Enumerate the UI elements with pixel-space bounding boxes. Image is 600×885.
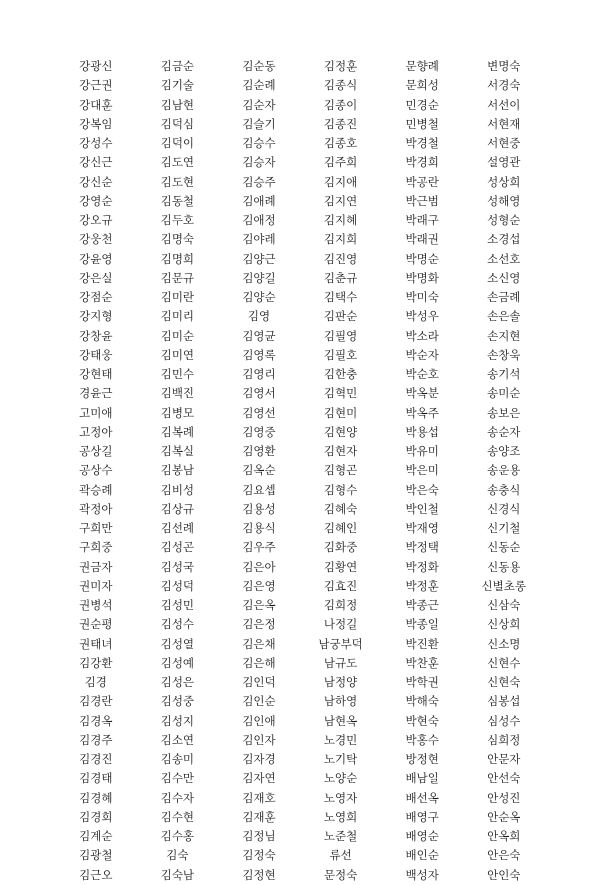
name-entry: 구희만 [79, 521, 113, 535]
name-entry: 변명숙 [487, 59, 521, 73]
name-entry: 김두호 [160, 213, 195, 227]
name-entry: 박진환 [405, 636, 439, 651]
name-entry: 김요셉 [242, 482, 276, 497]
name-entry: 김경주 [79, 732, 113, 747]
name-entry: 김정현 [242, 867, 276, 882]
name-entry: 김춘규 [323, 270, 358, 285]
name-entry: 김상규 [160, 501, 195, 516]
name-entry: 김양길 [242, 270, 276, 285]
name-entry: 신현수 [487, 655, 521, 670]
name-entry: 김강환 [79, 655, 113, 670]
name-entry: 구희중 [79, 540, 113, 555]
name-entry: 신현숙 [487, 675, 521, 689]
name-entry: 박옥주 [405, 405, 439, 420]
name-entry: 김기술 [160, 78, 195, 93]
name-entry: 손은솔 [487, 309, 521, 324]
name-entry: 김재훈 [242, 809, 276, 824]
name-entry: 김양순 [242, 290, 276, 304]
name-entry: 김미리 [160, 309, 195, 324]
name-entry: 박종근 [405, 598, 439, 612]
name-entry: 박재영 [405, 521, 439, 535]
name-entry: 김재호 [242, 790, 276, 805]
name-entry: 방정현 [405, 752, 439, 766]
name-entry: 공상수 [79, 463, 113, 478]
name-entry: 김비성 [160, 482, 195, 497]
name-entry: 성해영 [487, 193, 521, 208]
name-entry: 김백진 [160, 386, 195, 401]
name-entry: 김봉남 [160, 463, 195, 478]
name-entry: 김형수 [323, 482, 358, 497]
name-entry: 김영 [247, 309, 271, 324]
name-entry: 김옥순 [242, 463, 276, 478]
name-entry: 신경식 [487, 501, 521, 516]
name-entry: 안은숙 [487, 848, 521, 863]
name-entry: 김필호 [323, 347, 358, 362]
name-entry: 김인애 [242, 713, 276, 728]
name-entry: 강창윤 [79, 328, 113, 343]
name-entry: 노준철 [323, 829, 358, 843]
name-entry: 박현숙 [405, 713, 439, 728]
name-entry: 김성민 [160, 598, 195, 612]
name-entry: 박은숙 [405, 482, 439, 497]
name-entry: 김명숙 [160, 232, 195, 247]
name-entry: 송충식 [487, 482, 521, 497]
name-entry: 김경옥 [79, 713, 113, 728]
name-entry: 권병석 [79, 598, 113, 612]
name-entry: 김소연 [160, 732, 195, 747]
name-entry: 권금자 [79, 559, 113, 574]
name-entry: 강현태 [79, 367, 113, 381]
name-entry: 나정길 [323, 617, 358, 632]
name-entry: 신기철 [487, 521, 521, 535]
name-entry: 김정훈 [323, 59, 358, 73]
name-entry: 심봉섭 [487, 694, 521, 709]
name-entry: 강웅천 [79, 232, 113, 247]
name-entry: 노영자 [323, 790, 358, 805]
name-entry: 박정택 [405, 540, 439, 555]
name-entry: 박정화 [405, 559, 439, 574]
name-entry: 김수홍 [160, 829, 195, 843]
name-entry: 강신순 [79, 174, 113, 189]
name-entry: 백성자 [405, 867, 439, 882]
name-entry: 손창욱 [487, 347, 521, 362]
name-entry: 박순호 [405, 367, 439, 381]
name-entry: 김영균 [242, 328, 276, 343]
name-entry: 김승수 [242, 136, 276, 150]
name-list-grid [55, 57, 545, 885]
name-entry: 김금순 [160, 59, 195, 73]
name-entry: 박옥분 [405, 386, 439, 401]
name-entry: 박근범 [405, 193, 439, 208]
name-entry: 소경섭 [487, 232, 521, 247]
name-entry: 김은옥 [242, 598, 276, 612]
name-entry: 송양조 [487, 444, 521, 458]
name-entry: 배선옥 [405, 790, 439, 805]
name-entry: 김병모 [160, 405, 195, 420]
name-entry: 송순자 [487, 424, 521, 439]
name-entry: 김종진 [323, 116, 358, 131]
name-entry: 김미란 [160, 290, 195, 304]
name-entry: 김덕심 [160, 116, 195, 131]
name-entry: 설영관 [487, 155, 521, 170]
name-entry: 김명희 [160, 251, 195, 266]
name-entry: 경윤근 [79, 386, 113, 401]
name-entry: 강광신 [79, 59, 113, 73]
name-entry: 김종호 [323, 136, 358, 150]
name-entry: 강신근 [79, 155, 113, 170]
name-entry: 강영순 [79, 193, 113, 208]
name-entry: 박래구 [405, 213, 439, 227]
name-entry: 김한충 [323, 367, 358, 381]
name-entry: 민경순 [405, 97, 439, 112]
name-entry: 김수만 [160, 771, 195, 786]
name-entry: 강복임 [79, 116, 113, 131]
name-entry: 안순옥 [487, 809, 521, 824]
name-entry: 신동용 [487, 559, 521, 574]
name-entry: 성상희 [487, 174, 521, 189]
name-entry: 김복실 [160, 444, 195, 458]
name-entry: 고정아 [79, 424, 113, 439]
name-entry: 권미자 [79, 578, 113, 593]
name-entry: 김경희 [79, 809, 113, 824]
name-entry: 김은정 [242, 617, 276, 632]
name-entry: 김영리 [242, 367, 276, 381]
name-entry: 신삼숙 [487, 598, 521, 612]
name-entry: 강은실 [79, 270, 113, 285]
name-entry: 김송미 [160, 752, 195, 766]
name-entry: 신별초롱 [481, 578, 526, 593]
name-entry: 노경민 [323, 732, 358, 747]
name-entry: 김경란 [79, 694, 113, 709]
name-entry: 김경진 [79, 752, 113, 766]
name-entry: 남정양 [323, 675, 358, 689]
name-entry: 김진영 [323, 251, 358, 266]
name-entry: 김성은 [160, 675, 195, 689]
name-entry: 김영록 [242, 347, 276, 362]
name-entry: 김필영 [323, 328, 358, 343]
name-entry: 김영환 [242, 444, 276, 458]
name-entry: 김복례 [160, 424, 195, 439]
name-entry: 김수자 [160, 790, 195, 805]
name-entry: 김혜인 [323, 521, 358, 535]
name-entry: 고미애 [79, 405, 113, 420]
name-entry: 공상길 [79, 444, 113, 458]
name-entry: 서경숙 [487, 78, 521, 93]
name-entry: 김지애 [323, 174, 358, 189]
name-entry: 김미연 [160, 347, 195, 362]
name-entry: 김용성 [242, 501, 276, 516]
name-entry: 김근오 [79, 867, 113, 882]
name-entry: 송운용 [487, 463, 521, 478]
name-entry: 김우주 [242, 540, 276, 555]
name-entry: 곽정아 [79, 501, 113, 516]
name-entry: 김황연 [323, 559, 358, 574]
name-entry: 문향례 [405, 59, 439, 73]
name-entry: 김현양 [323, 424, 358, 439]
name-entry: 김민수 [160, 367, 195, 381]
name-entry: 김숙남 [160, 867, 195, 882]
name-entry: 강태웅 [79, 347, 113, 362]
name-entry: 김용식 [242, 521, 276, 535]
name-entry: 김수현 [160, 809, 195, 824]
name-entry: 문희성 [405, 78, 439, 93]
name-entry: 김성국 [160, 559, 195, 574]
name-entry: 권태녀 [79, 636, 113, 651]
name-entry: 박명화 [405, 270, 439, 285]
name-entry: 강성수 [79, 136, 113, 150]
name-entry: 김현미 [323, 405, 358, 420]
name-entry: 김양근 [242, 251, 276, 266]
name-entry: 김자경 [242, 752, 276, 766]
name-entry: 김종식 [323, 78, 358, 93]
name-entry: 김영선 [242, 405, 276, 420]
name-entry: 김덕이 [160, 136, 195, 150]
name-entry: 남규도 [323, 655, 358, 670]
name-entry: 김애정 [242, 213, 276, 227]
name-entry: 박해숙 [405, 694, 439, 709]
name-entry: 김숙 [166, 848, 189, 863]
name-entry: 김지희 [323, 232, 358, 247]
name-entry: 김영중 [242, 424, 276, 439]
name-entry: 남궁부덕 [318, 636, 363, 651]
name-entry: 김혁민 [323, 386, 358, 401]
name-entry: 박래권 [405, 232, 439, 247]
name-entry: 김효진 [323, 578, 358, 593]
name-entry: 남현옥 [323, 713, 358, 728]
name-entry: 김형곤 [323, 463, 358, 478]
name-entry: 강윤영 [79, 251, 113, 266]
name-entry: 김주희 [323, 155, 358, 170]
name-entry: 김야레 [242, 232, 276, 247]
name-entry: 김순자 [242, 97, 276, 112]
name-entry: 배영구 [405, 809, 439, 824]
name-entry: 김현자 [323, 444, 358, 458]
name-entry: 강오규 [79, 213, 113, 227]
name-entry: 김문규 [160, 270, 195, 285]
name-entry: 김은영 [242, 578, 276, 593]
name-entry: 박유미 [405, 444, 439, 458]
name-entry: 김화중 [323, 540, 358, 555]
name-entry: 김판순 [323, 309, 358, 324]
name-entry: 김승주 [242, 174, 276, 189]
name-entry: 박경희 [405, 155, 439, 170]
name-entry: 김택수 [323, 290, 358, 304]
name-entry: 김자연 [242, 771, 276, 786]
name-entry: 김은해 [242, 655, 276, 670]
name-entry: 김지혜 [323, 213, 358, 227]
name-entry: 심성수 [487, 713, 521, 728]
name-entry: 박성우 [405, 309, 439, 324]
name-entry: 송미순 [487, 386, 521, 401]
name-entry: 노영희 [323, 809, 358, 824]
name-entry: 박종일 [405, 617, 439, 632]
name-entry: 김지연 [323, 193, 358, 208]
name-entry: 신소명 [487, 636, 521, 651]
name-entry: 박경철 [405, 136, 439, 150]
name-entry: 김계순 [79, 829, 113, 843]
name-entry: 김성열 [160, 636, 195, 651]
name-entry: 박인철 [405, 501, 439, 516]
name-entry: 배영순 [405, 829, 439, 843]
name-entry: 박은미 [405, 463, 439, 478]
name-entry: 신상희 [487, 617, 521, 632]
name-entry: 박용섭 [405, 424, 439, 439]
name-entry: 김순동 [242, 59, 276, 73]
name-entry: 서현중 [487, 136, 521, 150]
name-entry: 박찬훈 [405, 655, 439, 670]
name-entry: 김영서 [242, 386, 276, 401]
name-entry: 류선 [329, 848, 352, 863]
name-entry: 김남현 [160, 97, 195, 112]
name-entry: 강지형 [79, 309, 113, 324]
name-entry: 김인순 [242, 694, 276, 709]
name-entry: 노기탁 [323, 752, 358, 766]
name-entry: 안성진 [487, 790, 521, 805]
name-entry: 김승자 [242, 155, 276, 170]
name-entry: 박학권 [405, 675, 439, 689]
name-entry: 성형순 [487, 213, 521, 227]
name-entry: 신동순 [487, 540, 521, 555]
name-entry: 박공란 [405, 174, 439, 189]
name-entry: 김인덕 [242, 675, 276, 689]
name-entry: 김은아 [242, 559, 276, 574]
name-entry: 강점순 [79, 290, 113, 304]
name-entry: 김광철 [79, 848, 113, 863]
name-entry: 노양순 [323, 771, 358, 786]
name-entry: 김순례 [242, 78, 276, 93]
name-entry: 김종이 [323, 97, 358, 112]
name-entry: 김정님 [242, 829, 276, 843]
name-entry: 안옥희 [487, 829, 521, 843]
name-entry: 민병철 [405, 116, 439, 131]
name-entry: 강대훈 [79, 97, 113, 112]
name-entry: 김은채 [242, 636, 276, 651]
name-entry: 손지현 [487, 328, 521, 343]
name-entry: 김미순 [160, 328, 195, 343]
name-entry: 김도연 [160, 155, 195, 170]
name-entry: 송기석 [487, 367, 521, 381]
name-entry: 김정숙 [242, 848, 276, 863]
name-entry: 김동철 [160, 193, 195, 208]
name-entry: 심희정 [487, 732, 521, 747]
name-entry: 권순평 [79, 617, 113, 632]
name-entry: 강근권 [79, 78, 113, 93]
name-entry: 김혜숙 [323, 501, 358, 516]
name-entry: 배인순 [405, 848, 439, 863]
name-entry: 김선례 [160, 521, 195, 535]
name-entry: 박홍수 [405, 732, 439, 747]
name-entry: 김성지 [160, 713, 195, 728]
name-entry: 김경 [84, 675, 107, 689]
name-entry: 안문자 [487, 752, 521, 766]
name-entry: 박미숙 [405, 290, 439, 304]
name-entry: 안선숙 [487, 771, 521, 786]
name-entry: 곽승례 [79, 482, 113, 497]
name-entry: 김성수 [160, 617, 195, 632]
name-entry: 박명순 [405, 251, 439, 266]
name-entry: 김경혜 [79, 790, 113, 805]
name-entry: 문정숙 [323, 867, 358, 882]
name-entry: 안인숙 [487, 867, 521, 882]
name-entry: 서선이 [487, 97, 521, 112]
name-entry: 박순자 [405, 347, 439, 362]
name-entry: 김성곤 [160, 540, 195, 555]
name-entry: 남하영 [323, 694, 358, 709]
name-entry: 김성예 [160, 655, 195, 670]
name-entry: 김희정 [323, 598, 358, 612]
name-entry: 김인자 [242, 732, 276, 747]
name-entry: 박소라 [405, 328, 439, 343]
name-entry: 배남일 [405, 771, 439, 786]
name-entry: 소선호 [487, 251, 521, 266]
name-entry: 손금례 [487, 290, 521, 304]
name-entry: 김슬기 [242, 116, 276, 131]
name-entry: 박정훈 [405, 578, 439, 593]
name-entry: 김성덕 [160, 578, 195, 593]
name-entry: 김성중 [160, 694, 195, 709]
name-entry: 송보은 [487, 405, 521, 420]
name-entry: 소신영 [487, 270, 521, 285]
name-entry: 김애례 [242, 193, 276, 208]
name-entry: 서현재 [487, 116, 521, 131]
name-entry: 김도현 [160, 174, 195, 189]
name-entry: 김경태 [79, 771, 113, 786]
